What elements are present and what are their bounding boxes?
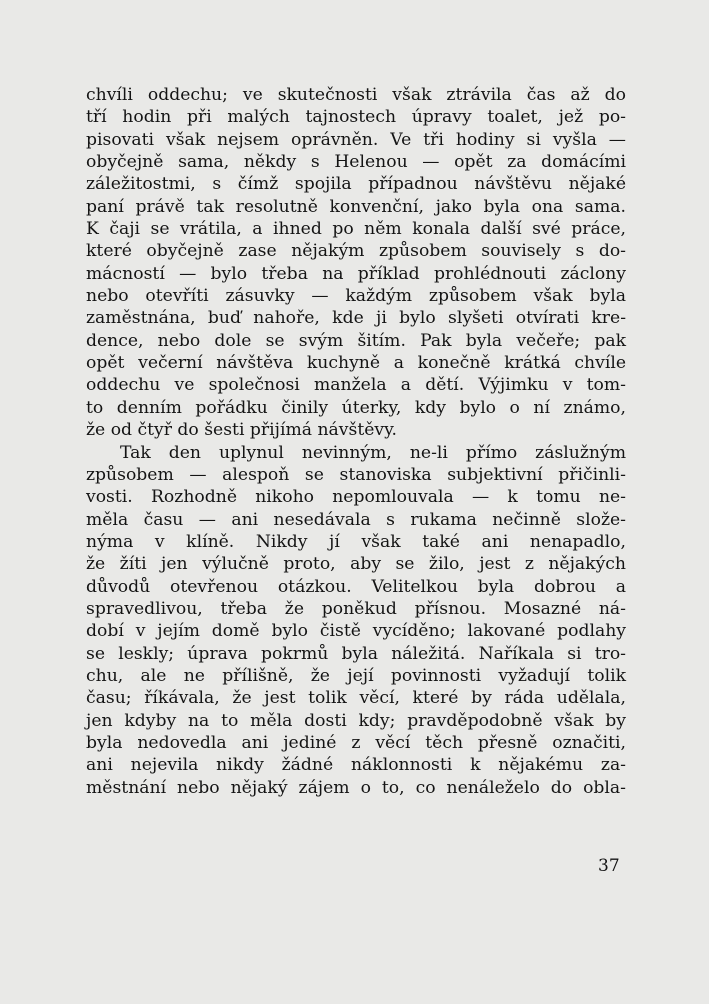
text-line: chvíli oddechu; ve skutečnosti však ztrávila čas až do [86, 85, 626, 105]
text-line: dence, nebo dole se svým šitím. Pak byla večeře; pak [86, 330, 626, 351]
text-line: městnání nebo nějaký zájem o to, co nenáleželo do obla- [86, 777, 626, 798]
text-line: chu, ale ne přílišně, že její povinnosti vyžadují tolik [86, 665, 626, 686]
text-line: že žíti jen výlučně proto, aby se žilo, jest z nějakých [86, 554, 626, 575]
text-line: záležitostmi, s čímž spojila případnou návštěvu nějaké [86, 174, 626, 195]
text-line: pisovati však nejsem oprávněn. Ve tři hodiny si vyšla — [86, 129, 626, 150]
text-line: dobí v jejím domě bylo čistě vycíděno; lakované podlahy [86, 621, 626, 642]
text-line: času; říkávala, že jest tolik věcí, které by ráda udělala, [86, 688, 626, 709]
text-line: nýma v klíně. Nikdy jí však také ani nenapadlo, [86, 531, 626, 552]
text-line: ani nejevila nikdy žádné náklonnosti k nějakému za- [86, 755, 626, 776]
text-line: nebo otevříti zásuvky — každým způsobem však byla [86, 286, 626, 307]
text-line: měla času — ani nesedávala s rukama nečinně slože- [86, 509, 626, 530]
text-line: vosti. Rozhodně nikoho nepomlouvala — k tomu ne- [86, 487, 626, 508]
text-line: to denním pořádku činily úterky, kdy bylo o ní známo, [86, 397, 626, 418]
text-line: mácností — bylo třeba na příklad prohlédnouti záclony [86, 263, 626, 284]
text-line: byla nedovedla ani jediné z věcí těch přesně označiti, [86, 732, 626, 753]
text-line: oddechu ve společnosi manžela a dětí. Výjimku v tom- [86, 375, 626, 396]
text-line: opět večerní návštěva kuchyně a konečně krátká chvíle [86, 353, 626, 374]
text-line-paragraph-start: Tak den uplynul nevinným, ne-li přímo záslužným [120, 442, 626, 463]
text-line: způsobem — alespoň se stanoviska subjektivní přičinli- [86, 464, 626, 485]
text-line: obyčejně sama, někdy s Helenou — opět za domácími [86, 152, 626, 173]
text-line: které obyčejně zase nějakým způsobem souvisely s do- [86, 241, 626, 262]
text-line: spravedlivou, třeba že poněkud přísnou. Mosazné ná- [86, 598, 626, 619]
text-line: K čaji se vrátila, a ihned po něm konala další své práce, [86, 219, 626, 240]
text-line-paragraph-end: že od čtyř do šesti přijímá návštěvy. [86, 420, 397, 441]
text-line: paní právě tak resolutně konvenční, jako byla ona sama. [86, 196, 626, 217]
text-line: se leskly; úprava pokrmů byla náležitá. Naříkala si tro- [86, 643, 626, 664]
text-line: důvodů otevřenou otázkou. Velitelkou byla dobrou a [86, 576, 626, 597]
text-line: tří hodin při malých tajnostech úpravy toalet, jež po- [86, 107, 626, 128]
page-number: 37 [598, 856, 620, 876]
body-text [86, 84, 626, 799]
text-line: jen kdyby na to měla dosti kdy; pravděpodobně však by [86, 710, 626, 731]
text-line: zaměstnána, buď nahoře, kde ji bylo slyšeti otvírati kre- [86, 308, 626, 329]
